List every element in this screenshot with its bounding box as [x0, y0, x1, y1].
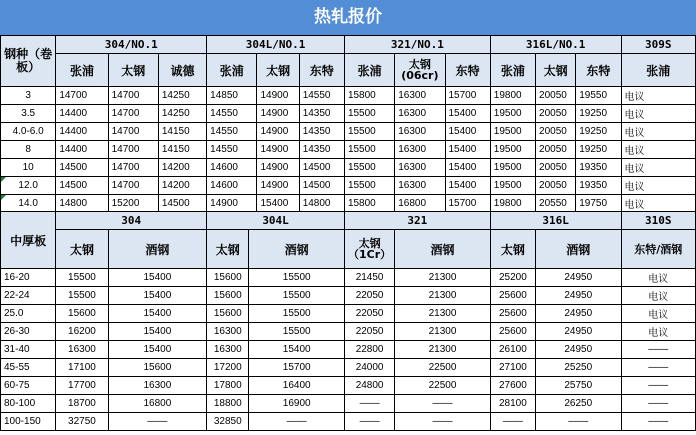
price-cell: 25600 [490, 287, 535, 305]
price-cell: 14500 [299, 177, 344, 195]
price-cell: 32850 [207, 413, 249, 431]
price-cell: —— [621, 377, 695, 395]
price-cell: 14250 [158, 105, 206, 123]
price-cell: 27600 [490, 377, 535, 395]
price-cell: 14150 [158, 123, 206, 141]
price-cell: 15400 [445, 177, 490, 195]
price-cell: 15500 [249, 269, 345, 287]
price-cell: 14350 [299, 141, 344, 159]
price-cell: 16800 [108, 395, 207, 413]
price-cell: 19500 [490, 141, 535, 159]
coil-mill-header: 诚德 [158, 54, 206, 87]
price-cell: 22050 [344, 287, 394, 305]
table-row [1, 341, 696, 359]
size-cell: 16-20 [1, 269, 56, 287]
price-cell: 14900 [207, 195, 257, 213]
table-row [1, 413, 696, 431]
coil-grade-321: 321/NO.1 [344, 36, 490, 54]
price-cell: 24000 [344, 359, 394, 377]
price-cell: 16200 [56, 323, 108, 341]
price-cell: —— [621, 341, 695, 359]
price-cell: 电议 [621, 287, 695, 305]
price-cell: 20050 [536, 177, 576, 195]
price-cell: 15400 [108, 305, 207, 323]
coil-mill-header: 张浦 [56, 54, 108, 87]
size-cell: 3 [1, 87, 56, 105]
price-cell: 电议 [621, 105, 696, 123]
price-cell: 14500 [158, 195, 206, 213]
price-cell: 14200 [158, 159, 206, 177]
coil-mill-header: 张浦 [621, 54, 696, 87]
price-cell: 19350 [576, 177, 621, 195]
price-cell: 22500 [395, 359, 491, 377]
price-cell: 15700 [445, 195, 490, 213]
price-cell: 15500 [344, 159, 394, 177]
table-row [1, 377, 696, 395]
price-cell: —— [536, 413, 621, 431]
price-cell: 14400 [56, 105, 108, 123]
price-cell: 25200 [490, 269, 535, 287]
price-cell: —— [395, 413, 491, 431]
price-cell: 25750 [536, 377, 621, 395]
price-cell: 18800 [207, 395, 249, 413]
coil-mill-header: 太钢 [108, 54, 158, 87]
coil-mill-header: 张浦 [490, 54, 535, 87]
coil-mill-header: 东特 [576, 54, 621, 87]
table-row [1, 87, 696, 105]
size-cell: 100-150 [1, 413, 56, 431]
size-cell: 45-55 [1, 359, 56, 377]
price-cell: 16300 [395, 159, 445, 177]
size-cell: 22-24 [1, 287, 56, 305]
plate-price-table [0, 211, 696, 431]
price-cell: 14550 [207, 123, 257, 141]
price-cell: 14900 [257, 87, 299, 105]
plate-mill-header: 酒钢 [536, 230, 621, 269]
price-cell: 24950 [536, 305, 621, 323]
price-cell: 16300 [207, 341, 249, 359]
size-cell: 60-75 [1, 377, 56, 395]
price-cell: 15700 [249, 359, 345, 377]
size-cell: 31-40 [1, 341, 56, 359]
price-cell: 15600 [207, 305, 249, 323]
price-cell: 电议 [621, 123, 696, 141]
table-row [1, 141, 696, 159]
plate-grade-321: 321 [344, 212, 490, 230]
price-cell: 24800 [344, 377, 394, 395]
plate-grade-316l: 316L [490, 212, 621, 230]
price-cell: 24950 [536, 287, 621, 305]
price-cell: 14900 [257, 123, 299, 141]
price-cell: 25600 [490, 305, 535, 323]
plate-mill-header: 太钢 [490, 230, 535, 269]
price-cell: 电议 [621, 87, 696, 105]
price-cell: 15200 [108, 195, 158, 213]
price-cell: 16300 [395, 105, 445, 123]
price-cell: 24950 [536, 341, 621, 359]
price-cell: 21300 [395, 341, 491, 359]
plate-mill-header: 太钢 [56, 230, 108, 269]
price-cell: 电议 [621, 269, 695, 287]
price-cell: —— [395, 395, 491, 413]
price-cell: 14400 [56, 141, 108, 159]
size-cell: 25.0 [1, 305, 56, 323]
price-cell: 32750 [56, 413, 108, 431]
price-cell: —— [344, 395, 394, 413]
price-cell: 19500 [490, 105, 535, 123]
price-cell: 14700 [108, 159, 158, 177]
plate-mill-header: 东特/酒钢 [621, 230, 695, 269]
price-cell: 14500 [56, 159, 108, 177]
price-cell: 15600 [108, 359, 207, 377]
coil-mill-header: 东特 [299, 54, 344, 87]
price-cell: 19500 [490, 159, 535, 177]
coil-corner-label: 钢种（卷板） [1, 36, 56, 87]
price-cell: 14700 [108, 123, 158, 141]
price-cell: 16300 [207, 323, 249, 341]
coil-grade-316l: 316L/NO.1 [490, 36, 621, 54]
price-cell: 19500 [490, 177, 535, 195]
plate-grade-310s: 310S [621, 212, 695, 230]
price-cell: 15400 [445, 105, 490, 123]
price-cell: 15600 [207, 287, 249, 305]
price-cell: 14350 [299, 105, 344, 123]
price-cell: 22050 [344, 323, 394, 341]
price-cell: 14550 [207, 105, 257, 123]
price-cell: 19500 [490, 123, 535, 141]
price-cell: —— [621, 359, 695, 377]
price-cell: 22800 [344, 341, 394, 359]
price-cell: 19800 [490, 195, 535, 213]
price-cell: 15600 [56, 305, 108, 323]
price-cell: 电议 [621, 141, 696, 159]
price-cell: 27100 [490, 359, 535, 377]
price-cell: 15500 [344, 177, 394, 195]
price-cell: 14550 [207, 141, 257, 159]
price-cell: 14700 [108, 105, 158, 123]
price-cell: 19250 [576, 123, 621, 141]
plate-grade-304l: 304L [207, 212, 345, 230]
price-cell: 15500 [249, 323, 345, 341]
price-cell: 15400 [108, 269, 207, 287]
size-cell: 4.0-6.0 [1, 123, 56, 141]
price-cell: 电议 [621, 159, 696, 177]
coil-mill-header: 太钢 [536, 54, 576, 87]
coil-grade-304: 304/NO.1 [56, 36, 207, 54]
price-cell: 16300 [395, 123, 445, 141]
price-cell: 15400 [249, 341, 345, 359]
price-cell: —— [621, 413, 695, 431]
coil-price-table [0, 35, 696, 213]
price-cell: 19250 [576, 141, 621, 159]
price-cell: 21450 [344, 269, 394, 287]
price-cell: —— [490, 413, 535, 431]
coil-mill-header: 太钢(06cr) [395, 54, 445, 87]
price-cell: 14500 [299, 159, 344, 177]
price-cell: 15600 [207, 269, 249, 287]
price-cell: 21300 [395, 287, 491, 305]
price-cell: 16300 [395, 141, 445, 159]
price-cell: 15400 [108, 287, 207, 305]
price-cell: 19250 [576, 105, 621, 123]
price-cell: 15400 [108, 341, 207, 359]
price-cell: 16300 [395, 87, 445, 105]
price-cell: 15800 [344, 87, 394, 105]
price-cell: 20050 [536, 105, 576, 123]
price-cell: 14500 [56, 177, 108, 195]
price-cell: —— [108, 413, 207, 431]
price-cell: 14350 [299, 123, 344, 141]
plate-grade-304: 304 [56, 212, 207, 230]
table-row [1, 177, 696, 195]
price-cell: 20050 [536, 123, 576, 141]
size-cell: 3.5 [1, 105, 56, 123]
table-row [1, 395, 696, 413]
price-cell: 15700 [445, 87, 490, 105]
price-cell: 25250 [536, 359, 621, 377]
price-cell: 19750 [576, 195, 621, 213]
price-cell: 17200 [207, 359, 249, 377]
price-cell: 16400 [249, 377, 345, 395]
price-cell: 19350 [576, 159, 621, 177]
coil-mill-header: 张浦 [344, 54, 394, 87]
price-cell: 电议 [621, 305, 695, 323]
price-cell: 14400 [56, 123, 108, 141]
price-cell: 16300 [395, 177, 445, 195]
price-cell: 15500 [344, 141, 394, 159]
price-cell: 15400 [257, 195, 299, 213]
size-cell: 8 [1, 141, 56, 159]
price-cell: 21300 [395, 323, 491, 341]
price-cell: 28100 [490, 395, 535, 413]
price-cell: 15500 [249, 305, 345, 323]
price-cell: 14150 [158, 141, 206, 159]
price-cell: 14600 [207, 159, 257, 177]
price-cell: 16300 [108, 377, 207, 395]
price-cell: 18700 [56, 395, 108, 413]
price-cell: 14700 [108, 177, 158, 195]
price-cell: 15500 [249, 287, 345, 305]
price-cell: 15800 [344, 195, 394, 213]
price-cell: 21300 [395, 269, 491, 287]
price-cell: 14700 [108, 87, 158, 105]
price-cell: 电议 [621, 195, 696, 213]
price-cell: 15500 [344, 123, 394, 141]
price-cell: 20050 [536, 141, 576, 159]
price-cell: 16900 [249, 395, 345, 413]
plate-mill-header: 太钢 [207, 230, 249, 269]
price-cell: 14700 [108, 141, 158, 159]
price-cell: 15400 [445, 159, 490, 177]
coil-mill-header: 张浦 [207, 54, 257, 87]
coil-mill-header: 东特 [445, 54, 490, 87]
page-title: 热轧报价 [0, 0, 696, 35]
price-cell: 14200 [158, 177, 206, 195]
price-cell: 26100 [490, 341, 535, 359]
price-cell: 17800 [207, 377, 249, 395]
price-cell: 20050 [536, 87, 576, 105]
price-cell: 17700 [56, 377, 108, 395]
table-row [1, 123, 696, 141]
coil-grade-304l: 304L/NO.1 [207, 36, 345, 54]
price-cell: 20050 [536, 159, 576, 177]
price-cell: 24950 [536, 323, 621, 341]
table-row [1, 159, 696, 177]
price-cell: 15400 [445, 141, 490, 159]
price-cell: —— [344, 413, 394, 431]
price-cell: 20550 [536, 195, 576, 213]
price-cell: 14900 [257, 141, 299, 159]
size-cell: 10 [1, 159, 56, 177]
price-cell: 15500 [344, 105, 394, 123]
price-cell: 14550 [299, 87, 344, 105]
table-row [1, 105, 696, 123]
plate-mill-header: 酒钢 [249, 230, 345, 269]
plate-mill-header: 酒钢 [395, 230, 491, 269]
size-cell: 14.0 [1, 195, 56, 213]
price-cell: 15500 [56, 269, 108, 287]
price-cell: 19550 [576, 87, 621, 105]
price-cell: 14800 [56, 195, 108, 213]
price-cell: 16300 [56, 341, 108, 359]
price-cell: 电议 [621, 323, 695, 341]
price-cell: —— [249, 413, 345, 431]
table-row [1, 269, 696, 287]
price-cell: 14800 [299, 195, 344, 213]
plate-mill-header: 酒钢 [108, 230, 207, 269]
table-row [1, 359, 696, 377]
price-cell: 21300 [395, 305, 491, 323]
price-cell: 14250 [158, 87, 206, 105]
price-cell: 14900 [257, 105, 299, 123]
size-cell: 80-100 [1, 395, 56, 413]
price-cell: 17100 [56, 359, 108, 377]
price-cell: 26250 [536, 395, 621, 413]
price-cell: 电议 [621, 177, 696, 195]
price-cell: 22500 [395, 377, 491, 395]
table-row [1, 287, 696, 305]
price-cell: 22050 [344, 305, 394, 323]
price-cell: 15500 [56, 287, 108, 305]
coil-mill-header: 太钢 [257, 54, 299, 87]
size-cell: 12.0 [1, 177, 56, 195]
table-row [1, 305, 696, 323]
price-cell: 14900 [257, 177, 299, 195]
table-row [1, 195, 696, 213]
price-cell: 14850 [207, 87, 257, 105]
price-cell: 25600 [490, 323, 535, 341]
price-cell: 14900 [257, 159, 299, 177]
price-cell: 15400 [108, 323, 207, 341]
size-cell: 26-30 [1, 323, 56, 341]
price-cell: 19800 [490, 87, 535, 105]
price-cell: 14600 [207, 177, 257, 195]
price-cell: 24950 [536, 269, 621, 287]
plate-corner-label: 中厚板 [1, 212, 56, 269]
price-cell: 15400 [445, 123, 490, 141]
coil-grade-309s: 309S [621, 36, 696, 54]
price-cell: —— [621, 395, 695, 413]
price-cell: 14700 [56, 87, 108, 105]
plate-mill-header: 太钢（1Cr） [344, 230, 394, 269]
price-cell: 16800 [395, 195, 445, 213]
table-row [1, 323, 696, 341]
